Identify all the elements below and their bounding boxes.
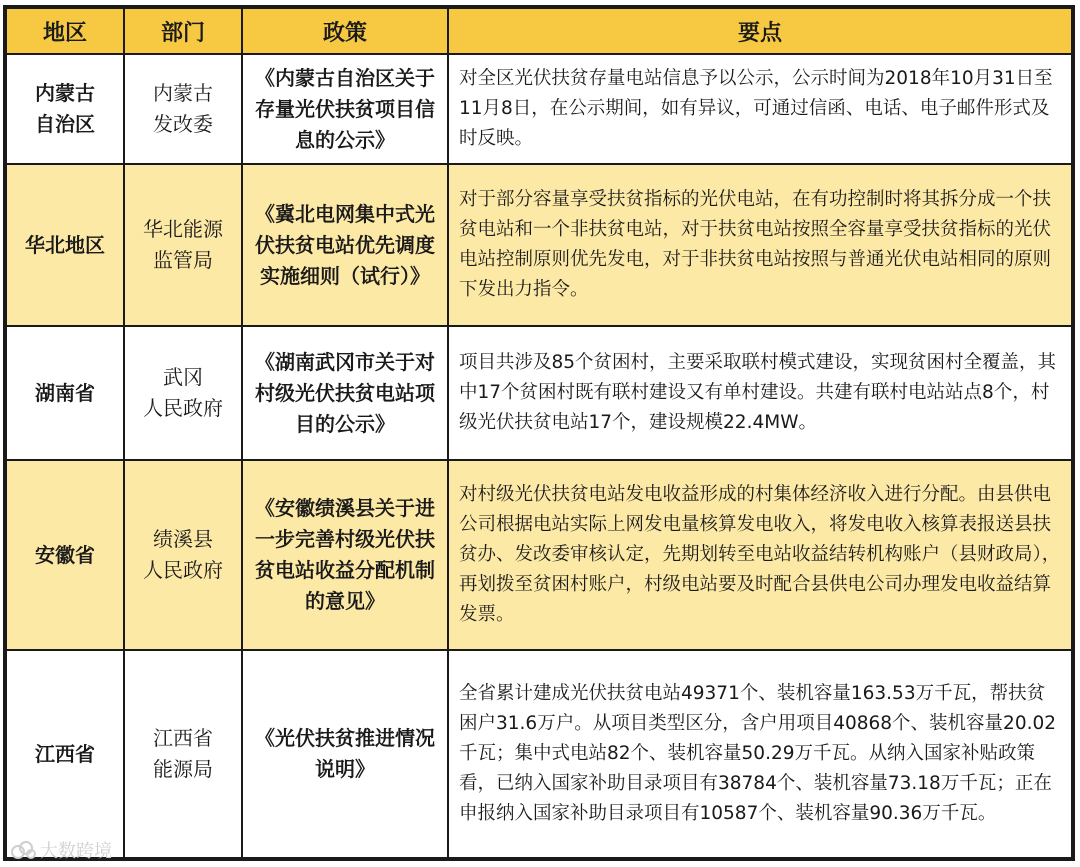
department-text: 绩溪县 人民政府 [143,527,223,582]
key-points-text: 对村级光伏扶贫电站发电收益形成的村集体经济收入进行分配。由县供电公司根据电站实际上网发电量核算发电收入，将发电收入核算表报送县扶贫办、发改委审核认定，先期划转至电站收益结转机构账户（县财政局），再划拨至贫困村账户，村级电站要及时配合县供电公司办理发电收益结算发票。 [459,484,1061,625]
key-points-text: 对于部分容量享受扶贫指标的光伏电站，在有功控制时将其拆分成一个扶贫电站和一个非扶贫电站，对于扶贫电站按照全容量享受扶贫指标的光伏电站控制原则优先发电，对于非扶贫电站按照与普通光伏电站相同的原则下发出力指令。 [459,189,1052,300]
policy-table [5,7,1073,859]
key-points-cell [448,650,1072,858]
policy-text: 《内蒙古自治区关于存量光伏扶贫项目信息的公示》 [255,65,435,152]
region-text: 湖南省 [35,380,95,405]
policy-cell [242,54,448,164]
region-cell [6,650,124,858]
key-points-cell [448,54,1072,164]
key-points-cell [448,326,1072,460]
policy-cell [242,650,448,858]
region-text: 华北地区 [25,232,105,257]
region-text: 安徽省 [35,542,95,567]
table-header-row [6,8,1072,54]
key-points-text: 对全区光伏扶贫存量电站信息予以公示，公示时间为2018年10月31日至11月8日，在公示期间，如有异议，可通过信函、电话、电子邮件形式及时反映。 [459,68,1053,149]
watermark [10,837,112,863]
region-text: 江西省 [35,741,95,766]
policy-text: 《冀北电网集中式光伏扶贫电站优先调度实施细则（试行）》 [255,201,435,288]
department-cell [124,460,242,650]
table-row [6,326,1072,460]
department-text: 华北能源 监管局 [143,217,223,272]
watermark-text: 大数跨境 [40,841,112,862]
region-cell [6,54,124,164]
key-points-text: 全省累计建成光伏扶贫电站49371个、装机容量163.53万千瓦，帮扶贫困户31.6万户。从项目类型区分，含户用项目40868个、装机容量20.02千瓦；集中式电站82个、装机容量50.29万千瓦。从纳入国家补贴政策看，已纳入国家补助目录项目有38784个、装机容量73.18万千瓦；正在申报纳入国家补助目录项目有10587个、装机容量90.36万千瓦。 [459,683,1057,824]
department-text: 内蒙古 发改委 [153,81,213,136]
region-cell [6,460,124,650]
header-department: 部门 [124,8,242,54]
policy-cell [242,326,448,460]
table-row [6,460,1072,650]
policy-text: 《湖南武冈市关于对村级光伏扶贫电站项目的公示》 [255,349,435,436]
header-key-points: 要点 [448,8,1072,54]
watermark-logo-icon [10,840,36,860]
region-cell [6,164,124,326]
department-cell [124,326,242,460]
key-points-cell [448,164,1072,326]
key-points-cell [448,460,1072,650]
department-cell [124,164,242,326]
department-text: 江西省 能源局 [153,726,213,781]
department-cell [124,54,242,164]
header-policy: 政策 [242,8,448,54]
policy-cell [242,460,448,650]
policy-table-container [3,5,1075,861]
policy-text: 《光伏扶贫推进情况说明》 [255,726,435,781]
policy-cell [242,164,448,326]
key-points-text: 项目共涉及85个贫困村，主要采取联村模式建设，实现贫困村全覆盖，其中17个贫困村既有联村建设又有单村建设。共建有联村电站站点8个，村级光伏扶贫电站17个，建设规模22.4MW。 [459,352,1057,433]
table-row [6,54,1072,164]
table-row [6,650,1072,858]
region-text: 内蒙古 自治区 [35,81,95,136]
department-cell [124,650,242,858]
department-text: 武冈 人民政府 [143,365,223,420]
header-region: 地区 [6,8,124,54]
policy-text: 《安徽绩溪县关于进一步完善村级光伏扶贫电站收益分配机制的意见》 [255,496,435,613]
region-cell [6,326,124,460]
table-row [6,164,1072,326]
